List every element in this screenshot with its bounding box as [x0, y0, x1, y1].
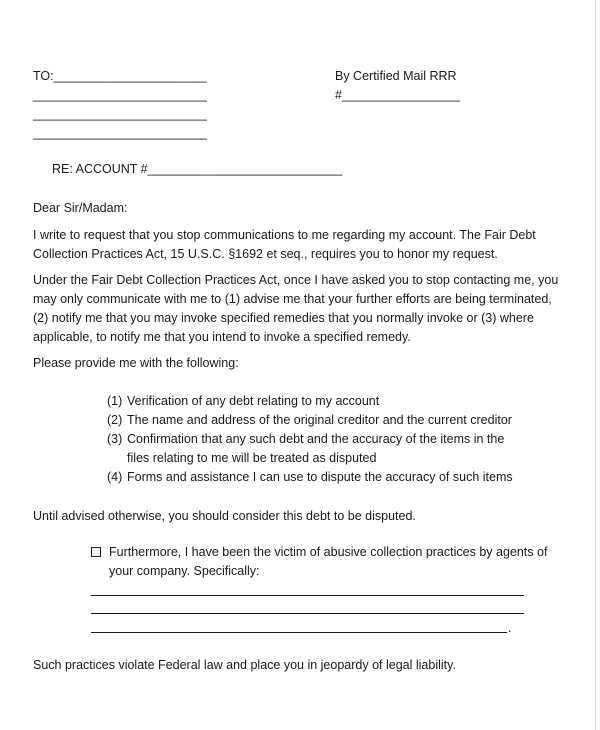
list-number: (1)	[107, 394, 123, 408]
list-item-text: files relating to me will be treated as disputed	[127, 451, 377, 465]
page-edge	[595, 0, 596, 730]
specifics-blank-line	[91, 595, 524, 596]
list-item	[107, 411, 513, 430]
specifics-blank-line	[91, 632, 507, 633]
list-item-text: The name and address of the original creditor and the current creditor	[127, 413, 512, 427]
address-line: _________________________	[33, 88, 207, 102]
certified-mail-label: By Certified Mail RRR	[335, 69, 457, 83]
list-number: (3)	[107, 432, 123, 446]
paragraph-provide: Please provide me with the following:	[33, 356, 239, 370]
abuse-statement-line: your company. Specifically:	[109, 564, 260, 578]
abuse-statement-line: Furthermore, I have been the victim of abusive collection practices by agents of	[109, 545, 548, 559]
list-item	[107, 468, 513, 487]
abuse-statement	[109, 543, 547, 581]
paragraph-fdcpa	[33, 271, 578, 347]
paragraph-line: Under the Fair Debt Collection Practices Act, once I have asked you to stop contacting me, you	[33, 273, 559, 287]
to-address-block	[33, 67, 207, 143]
requested-items-list	[107, 392, 513, 487]
list-item	[107, 392, 513, 411]
list-number: (2)	[107, 413, 123, 427]
closing-statement: Such practices violate Federal law and place you in jeopardy of legal liability.	[33, 658, 456, 672]
paragraph-line: applicable, to notify me that you intend to invoke a specified remedy.	[33, 330, 411, 344]
paragraph-line: may only communicate with me to (1) advise me that your further efforts are being terminated,	[33, 292, 552, 306]
blank-line-period: .	[508, 621, 512, 635]
tracking-number-line: #_________________	[335, 88, 461, 102]
salutation: Dear Sir/Madam:	[33, 201, 128, 215]
list-number: (4)	[107, 470, 123, 484]
to-line: TO:______________________	[33, 69, 207, 83]
address-line: _________________________	[33, 107, 207, 121]
list-item-text: Forms and assistance I can use to dispute the accuracy of such items	[127, 470, 513, 484]
specifics-blank-line	[91, 613, 524, 614]
address-line: _________________________	[33, 126, 207, 140]
list-item	[107, 430, 513, 449]
certified-mail-block	[335, 67, 460, 105]
dispute-statement: Until advised otherwise, you should consider this debt to be disputed.	[33, 509, 416, 523]
paragraph-request	[33, 226, 578, 264]
paragraph-line: I write to request that you stop communications to me regarding my account. The Fair Debt	[33, 228, 536, 242]
paragraph-line: (2) notify me that you may invoke specified remedies that you normally invoke or (3) where	[33, 311, 534, 325]
account-reference: RE: ACCOUNT #____________________________	[52, 162, 343, 176]
list-item-text: Confirmation that any such debt and the accuracy of the items in the	[127, 432, 505, 446]
paragraph-line: Collection Practices Act, 15 U.S.C. §1692 et seq., requires you to honor my request.	[33, 247, 498, 261]
list-item-continuation	[107, 449, 513, 468]
abuse-checkbox[interactable]	[91, 547, 101, 557]
list-item-text: Verification of any debt relating to my account	[127, 394, 380, 408]
